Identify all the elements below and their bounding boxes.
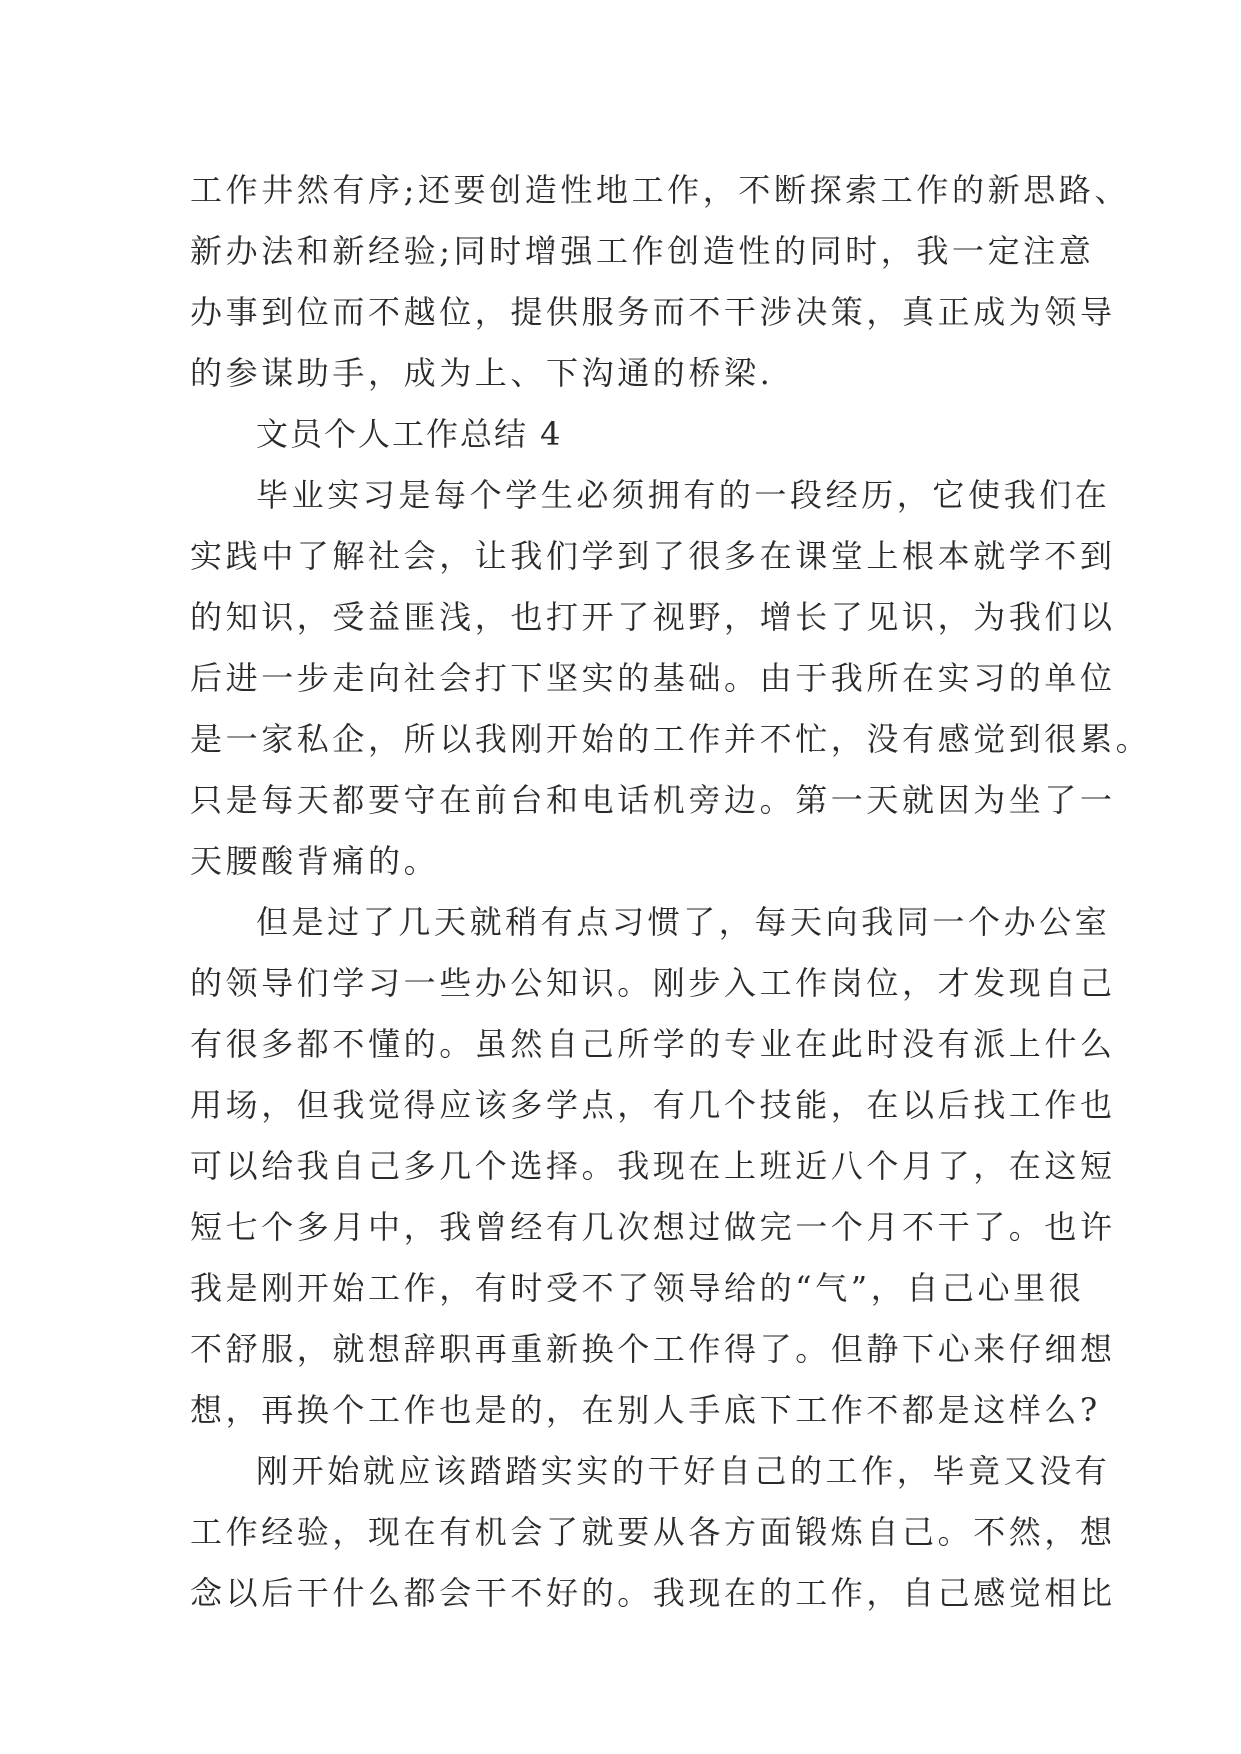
paragraph-line: 有很多都不懂的。虽然自己所学的专业在此时没有派上什么 — [190, 1025, 1116, 1063]
paragraph-line: 只是每天都要守在前台和电话机旁边。第一天就因为坐了一 — [190, 781, 1116, 819]
paragraph-line: 办事到位而不越位，提供服务而不干涉决策，真正成为领导 — [190, 293, 1116, 331]
paragraph-line: 是一家私企，所以我刚开始的工作并不忙，没有感觉到很累。 — [190, 720, 1152, 758]
paragraph-line: 念以后干什么都会干不好的。我现在的工作，自己感觉相比 — [190, 1574, 1116, 1612]
paragraph-line: 的参谋助手，成为上、下沟通的桥梁. — [190, 354, 774, 392]
paragraph-line: 可以给我自己多几个选择。我现在上班近八个月了，在这短 — [190, 1147, 1116, 1185]
paragraph-line: 的领导们学习一些办公知识。刚步入工作岗位，才发现自己 — [190, 964, 1116, 1002]
paragraph-line: 短七个多月中，我曾经有几次想过做完一个月不干了。也许 — [190, 1208, 1116, 1246]
paragraph-line: 毕业实习是每个学生必须拥有的一段经历，它使我们在 — [256, 476, 1111, 514]
document-body — [190, 160, 1152, 1624]
paragraph-line: 想，再换个工作也是的，在别人手底下工作不都是这样么? — [190, 1391, 1101, 1429]
section-heading: 文员个人工作总结 4 — [256, 415, 563, 453]
paragraph-line: 刚开始就应该踏踏实实的干好自己的工作，毕竟又没有 — [256, 1452, 1111, 1490]
paragraph-line: 我是刚开始工作，有时受不了领导给的“气”，自己心里很 — [190, 1269, 1085, 1307]
paragraph-line: 新办法和新经验;同时增强工作创造性的同时，我一定注意 — [190, 232, 1095, 270]
paragraph-line: 不舒服，就想辞职再重新换个工作得了。但静下心来仔细想 — [190, 1330, 1116, 1368]
paragraph-line: 但是过了几天就稍有点习惯了，每天向我同一个办公室 — [256, 903, 1111, 941]
paragraph-line: 用场，但我觉得应该多学点，有几个技能，在以后找工作也 — [190, 1086, 1116, 1124]
paragraph-line: 实践中了解社会，让我们学到了很多在课堂上根本就学不到 — [190, 537, 1116, 575]
paragraph-line: 后进一步走向社会打下坚实的基础。由于我所在实习的单位 — [190, 659, 1116, 697]
paragraph-line: 工作经验，现在有机会了就要从各方面锻炼自己。不然，想 — [190, 1513, 1116, 1551]
paragraph-line: 天腰酸背痛的。 — [190, 842, 440, 880]
paragraph-line: 工作井然有序;还要创造性地工作，不断探索工作的新思路、 — [190, 171, 1130, 209]
paragraph-line: 的知识，受益匪浅，也打开了视野，增长了见识，为我们以 — [190, 598, 1116, 636]
